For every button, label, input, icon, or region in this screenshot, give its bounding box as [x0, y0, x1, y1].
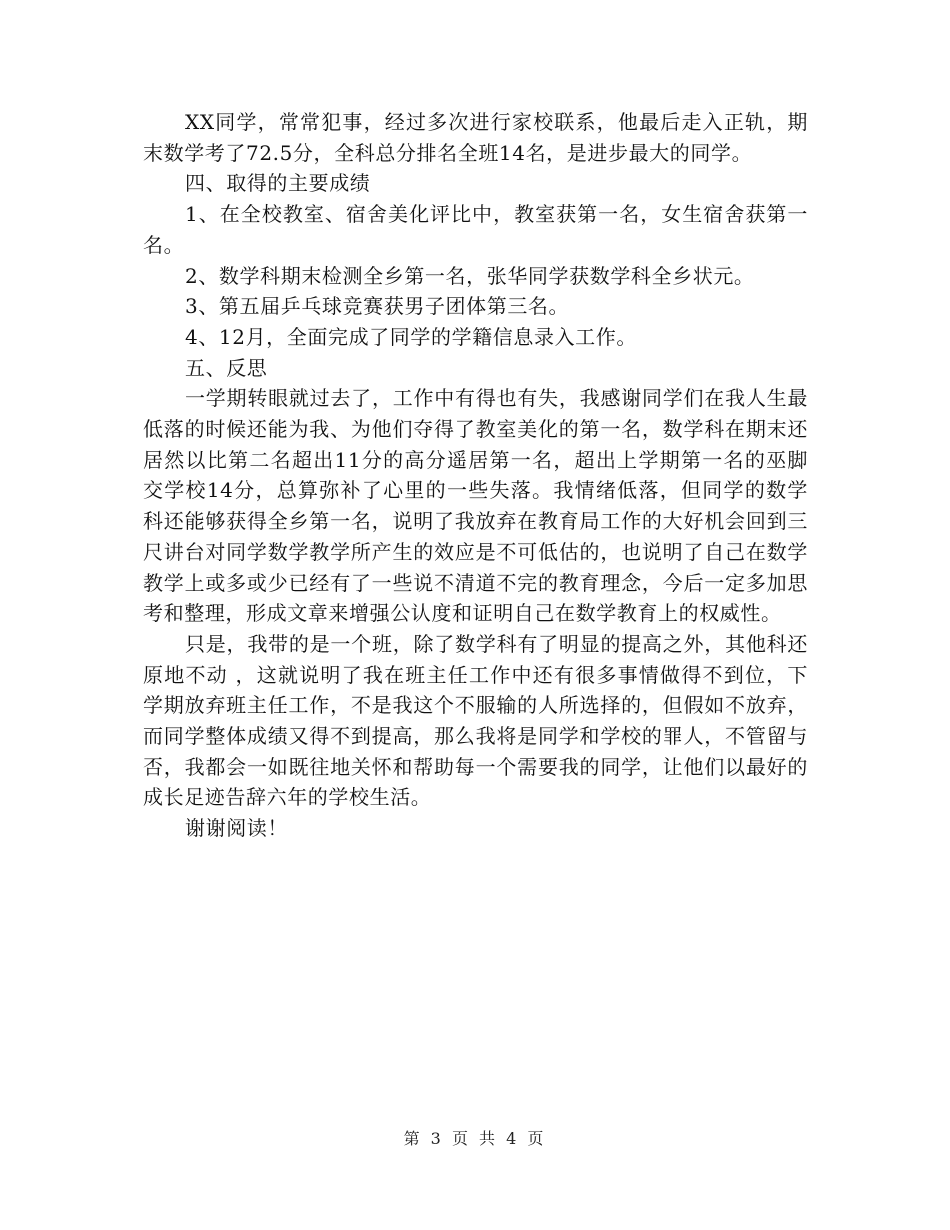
section-heading-reflection: 五、反思: [185, 355, 268, 380]
page-number-footer: 第 3 页 共 4 页: [403, 1129, 547, 1148]
achievement-item-3: 3、第五届乒乓球竞赛获男子团体第三名。: [185, 294, 570, 319]
closing-thanks: 谢谢阅读！: [185, 816, 288, 841]
achievement-item-1: 1、在全校教室、宿舍美化评比中，教室获第一名，女生宿舍获第一名。: [143, 202, 808, 257]
paragraph-reflection-1: 一学期转眼就过去了，工作中有得也有失，我感谢同学们在我人生最低落的时候还能为我、为他们夺得了教室美化的第一名，数学科在期末还居然以比第二名超出11分的高分遥居第一名，超出上学期第一名的巫脚交学校14分，总算弥补了心里的一些失落。我情绪低落，但同学的数学科还能够获得全乡第一名，说明了我放弃在教育局工作的大好机会回到三尺讲台对同学数学教学所产生的效应是不可低估的，也说明了自己在数学教学上或多或少已经有了一些说不清道不完的教育理念，今后一定多加思考和整理，形成文章来增强公认度和证明自己在数学教育上的权威性。: [143, 386, 808, 626]
achievement-item-4: 4、12月，全面完成了同学的学籍信息录入工作。: [185, 324, 637, 349]
paragraph-student-progress: XX同学，常常犯事，经过多次进行家校联系，他最后走入正轨，期末数学考了72.5分，全科总分排名全班14名，是进步最大的同学。: [143, 110, 808, 165]
paragraph-reflection-2: 只是，我带的是一个班，除了数学科有了明显的提高之外，其他科还 原地不动 ，这就说明了我在班主任工作中还有很多事情做得不到位，下学期放弃班主任工作，不是我这个不服输的人所选择的，但假如不放弃，而同学整体成绩又得不到提高，那么我将是同学和学校的罪人，不管留与否，我都会一如既往地关怀和帮助每一个需要我的同学，让他们以最好的成长足迹告辞六年的学校生活。: [143, 631, 808, 810]
section-heading-achievements: 四、取得的主要成绩: [185, 171, 371, 196]
document-body: [143, 107, 808, 844]
achievement-item-2: 2、数学科期末检测全乡第一名，张华同学获数学科全乡状元。: [185, 263, 755, 288]
